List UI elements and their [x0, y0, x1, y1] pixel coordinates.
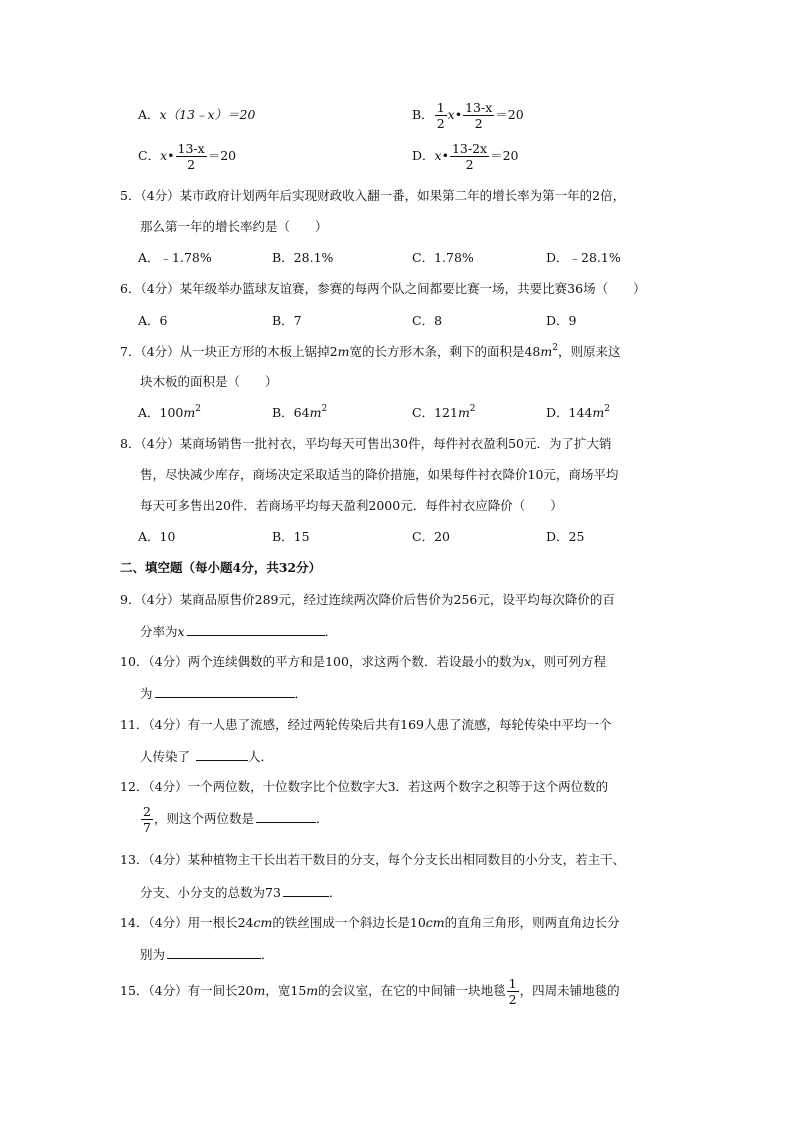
q5-stem-line2: 那么第一年的增长率约是（ ） [140, 219, 328, 234]
q8-stem-line1: 8．（4分）某商场销售一批衬衣，平均每天可售出30件，每件衬衣盈利50元．为了扩大销 [120, 436, 612, 451]
fraction-numerator: 13-x [177, 141, 205, 156]
q6-option-a: A．6 [138, 313, 168, 328]
fraction-numerator: 2 [143, 804, 151, 819]
answer-blank[interactable] [187, 621, 325, 636]
q5-option-b: B．28.1% [272, 250, 334, 265]
option-value: C．121 [412, 405, 458, 420]
stem-text: 宽的长方形木条，剩下的面积是48 [349, 344, 541, 359]
fraction-denominator: 2 [187, 157, 196, 172]
q8-option-b: B．15 [272, 529, 310, 544]
q5-stem-line1: 5．（4分）某市政府计划两年后实现财政收入翻一番，如果第二年的增长率为第一年的2倍， [120, 188, 626, 203]
q10-stem-line2 [140, 683, 307, 704]
q8-stem-line2: 售，尽快减少库存，商场决定采取适当的降价措施，如果每件衬衣降价10元，商场平均 [140, 467, 619, 482]
q4-option-a [138, 105, 255, 125]
unit-exponent: 2 [604, 404, 610, 414]
q7-stem-line1 [120, 342, 621, 362]
option-label: D． [412, 148, 435, 163]
fraction [450, 141, 489, 172]
q4-option-d [412, 137, 519, 175]
stem-text: 10．（4分）两个连续偶数的平方和是100，求这两个数．若设最小的数为 [120, 654, 524, 669]
q11-stem-line2 [140, 746, 273, 767]
option-label: C． [138, 148, 161, 163]
fraction [435, 100, 447, 131]
fraction-denominator: 7 [143, 820, 151, 835]
q13-stem-line1: 13．（4分）某种植物主干长出若干数目的分支，每个分支长出相同数目的小分支，若主干、 [120, 852, 626, 867]
q11-stem-line1: 11．（4分）有一人患了流感，经过两轮传染后共有169人患了流感，每轮传染中平均一个 [120, 717, 612, 732]
fraction [176, 141, 207, 172]
fraction-denominator: 2 [465, 157, 474, 172]
fraction-numerator: 1 [508, 976, 517, 991]
stem-text: ． [261, 947, 274, 962]
q7-option-d [546, 403, 610, 423]
stem-text: 7．（4分）从一块正方形的木板上锯掉2 [120, 344, 338, 359]
unit: m [253, 983, 266, 998]
fraction [507, 976, 519, 1007]
q10-stem-line1 [120, 652, 606, 672]
stem-text: 15．（4分）有一间长20 [120, 983, 254, 998]
q13-stem-line2 [140, 882, 341, 903]
unit: m [540, 344, 553, 359]
fraction-numerator: 13-2x [451, 141, 488, 156]
variable: x• [434, 148, 449, 163]
option-value: A．100 [138, 405, 184, 420]
option-text: x（13﹣x）＝20 [159, 107, 256, 122]
option-label: A． [138, 107, 160, 122]
unit: m [592, 405, 605, 420]
answer-blank[interactable] [155, 683, 295, 698]
answer-blank[interactable] [283, 882, 329, 897]
fraction [141, 804, 153, 835]
stem-text: 的会议室，在它的中间铺一块地毯 [318, 983, 506, 998]
unit-exponent: 2 [469, 404, 476, 414]
q7-stem-line2: 块木板的面积是（ ） [140, 374, 278, 389]
variable: x• [160, 148, 175, 163]
fraction [463, 100, 494, 131]
q8-option-c: C．20 [412, 529, 450, 544]
equation-rhs: ＝20 [495, 107, 524, 122]
unit-exponent: 2 [552, 343, 558, 353]
unit: cm [425, 915, 445, 930]
stem-text: ，则可列方程 [531, 654, 607, 669]
unit: cm [253, 915, 273, 930]
fraction-numerator: 1 [436, 100, 445, 115]
q9-stem-line1: 9．（4分）某商品原售价289元，经过连续两次降价后售价为256元，设平均每次降价的百 [120, 592, 615, 607]
unit: m [457, 405, 470, 420]
q4-option-c [138, 137, 236, 175]
fraction-denominator: 2 [508, 992, 517, 1007]
unit-exponent: 2 [321, 404, 328, 414]
q12-stem-line2 [140, 800, 328, 838]
stem-text: ，则原来这 [557, 344, 621, 359]
q5-option-a: A．﹣1.78% [138, 250, 212, 265]
q8-stem-line3: 每天可多售出20件．若商场平均每天盈利2000元．每件衬衣应降价（ ） [140, 498, 563, 513]
variable: x [523, 654, 532, 669]
option-value: B．64 [272, 405, 310, 420]
variable: x [177, 624, 185, 639]
fraction-denominator: 2 [474, 116, 483, 131]
q14-stem-line2 [140, 944, 274, 965]
answer-blank[interactable] [256, 808, 316, 823]
equation-rhs: ＝20 [490, 148, 519, 163]
q6-option-b: B．7 [272, 313, 302, 328]
q5-option-c: C．1.78% [412, 250, 474, 265]
stem-text: ，则这个两位数是 [153, 811, 254, 826]
stem-text: 人传染了 [140, 749, 194, 764]
fraction-denominator: 2 [436, 116, 445, 131]
q6-option-c: C．8 [412, 313, 443, 328]
unit: m [337, 344, 350, 359]
stem-text: 分支、小分支的总数为73 [140, 885, 281, 900]
stem-text: ． [324, 624, 338, 639]
stem-text: 为 [140, 686, 153, 701]
unit: m [306, 983, 319, 998]
q14-stem-line1 [120, 913, 620, 933]
stem-text: 人． [247, 749, 273, 764]
stem-text: ，四周未铺地毯的 [519, 983, 620, 998]
stem-text: 14．（4分）用一根长24 [120, 915, 254, 930]
stem-text: ． [315, 811, 329, 826]
equation-rhs: ＝20 [207, 148, 237, 163]
q6-stem-line1: 6．（4分）某年级举办篮球友谊赛，参赛的每两个队之间都要比赛一场，共要比赛36场（ ） [120, 281, 646, 296]
q8-option-d: D．25 [546, 529, 585, 544]
q6-option-d: D．9 [546, 313, 577, 328]
variable: x• [447, 107, 463, 122]
q9-stem-line2 [140, 621, 337, 642]
stem-text: ． [294, 686, 308, 701]
stem-text: ． [328, 885, 342, 900]
stem-text: 的铁丝围成一个斜边长是10 [272, 915, 426, 930]
section-heading-fill-in: 二、填空题（每小题4分，共32分） [120, 560, 322, 575]
fraction-numerator: 13-x [465, 100, 493, 115]
option-value: D．144 [546, 405, 593, 420]
answer-blank[interactable] [167, 944, 261, 959]
option-label: B． [412, 107, 434, 122]
q5-option-d: D．﹣28.1% [546, 250, 621, 265]
stem-text: 分率为 [140, 624, 178, 639]
q8-option-a: A．10 [138, 529, 176, 544]
unit: m [183, 405, 196, 420]
q7-option-a [138, 403, 201, 423]
unit: m [309, 405, 322, 420]
unit-exponent: 2 [195, 404, 201, 414]
stem-text: 的直角三角形，则两直角边长分 [444, 915, 620, 930]
q7-option-b [272, 403, 327, 423]
answer-blank[interactable] [196, 746, 248, 761]
q15-stem-line1 [120, 972, 620, 1010]
q4-option-b [412, 96, 524, 134]
q7-option-c [412, 403, 476, 423]
stem-text: 别为 [140, 947, 166, 962]
stem-text: ，宽15 [265, 983, 307, 998]
q12-stem-line1: 12．（4分）一个两位数，十位数字比个位数字大3．若这两个数字之积等于这个两位数的 [120, 779, 609, 794]
